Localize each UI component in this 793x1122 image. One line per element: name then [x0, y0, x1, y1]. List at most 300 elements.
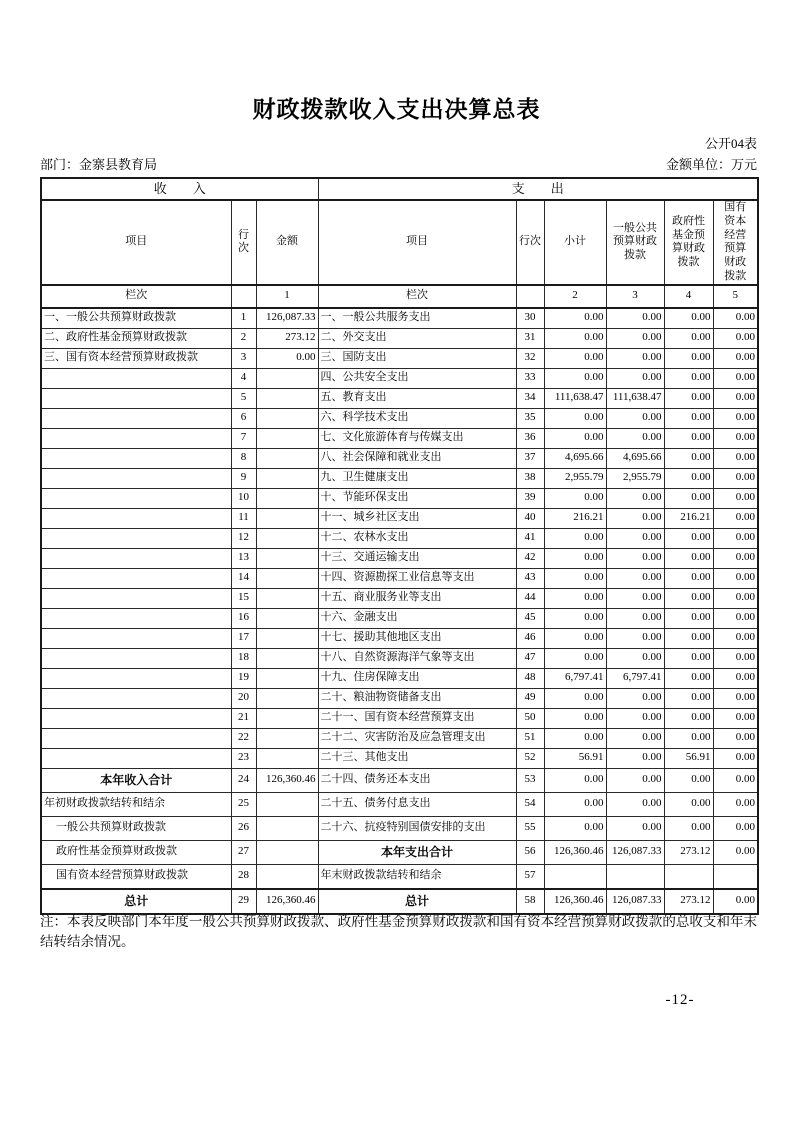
- income-item-cell: [41, 468, 231, 488]
- expense-line-cell: 40: [516, 508, 544, 528]
- income-line-cell: 20: [231, 688, 256, 708]
- expense-general-budget-cell: 0.00: [606, 588, 664, 608]
- income-item-cell: [41, 728, 231, 748]
- expense-line-cell: 55: [516, 816, 544, 840]
- expense-state-capital-cell: 0.00: [713, 428, 758, 448]
- income-line-cell: 14: [231, 568, 256, 588]
- income-line-cell: 29: [231, 889, 256, 914]
- expense-line-cell: 45: [516, 608, 544, 628]
- expense-state-capital-cell: 0.00: [713, 840, 758, 864]
- income-item-cell: [41, 388, 231, 408]
- expense-item-header: 项目: [318, 200, 516, 285]
- income-line-cell: 15: [231, 588, 256, 608]
- table-row: [41, 448, 758, 468]
- expense-govt-fund-cell: 0.00: [664, 308, 713, 329]
- expense-general-budget-cell: 126,087.33: [606, 889, 664, 914]
- income-line-cell: 1: [231, 308, 256, 329]
- expense-govt-fund-cell: 56.91: [664, 748, 713, 768]
- expense-subtotal-cell: 0.00: [544, 368, 606, 388]
- income-item-cell: 一般公共预算财政拨款: [41, 816, 231, 840]
- expense-line-cell: 44: [516, 588, 544, 608]
- income-line-cell: 25: [231, 792, 256, 816]
- income-amount-cell: [256, 864, 318, 889]
- table-row: [41, 348, 758, 368]
- expense-line-cell: 30: [516, 308, 544, 329]
- section-header-row: [41, 178, 758, 200]
- expense-line-cell: 34: [516, 388, 544, 408]
- expense-general-budget-cell: 0.00: [606, 368, 664, 388]
- table-row: [41, 528, 758, 548]
- expense-govt-fund-cell: [664, 864, 713, 889]
- table-row: [41, 792, 758, 816]
- expense-line-cell: 51: [516, 728, 544, 748]
- expense-subtotal-cell: 2,955.79: [544, 468, 606, 488]
- expense-general-budget-cell: 6,797.41: [606, 668, 664, 688]
- expense-govt-fund-cell: 0.00: [664, 328, 713, 348]
- expense-item-cell: 二十二、灾害防治及应急管理支出: [318, 728, 516, 748]
- expense-item-cell: 二十四、债务还本支出: [318, 768, 516, 792]
- expense-state-capital-cell: 0.00: [713, 548, 758, 568]
- expense-subtotal-cell: 0.00: [544, 328, 606, 348]
- income-line-cell: 10: [231, 488, 256, 508]
- expense-general-budget-cell: 126,087.33: [606, 840, 664, 864]
- table-row: [41, 840, 758, 864]
- income-item-cell: [41, 368, 231, 388]
- income-line-cell: 7: [231, 428, 256, 448]
- expense-subtotal-cell: 126,360.46: [544, 889, 606, 914]
- expense-govt-fund-cell: 273.12: [664, 889, 713, 914]
- expense-line-cell: 38: [516, 468, 544, 488]
- expense-line-cell: 58: [516, 889, 544, 914]
- expense-subtotal-cell: 0.00: [544, 792, 606, 816]
- expense-line-cell: 53: [516, 768, 544, 792]
- income-amount-cell: [256, 548, 318, 568]
- expense-general-budget-cell: 0.00: [606, 488, 664, 508]
- expense-govt-fund-cell: 0.00: [664, 768, 713, 792]
- income-line-cell: 21: [231, 708, 256, 728]
- income-amount-cell: 0.00: [256, 348, 318, 368]
- table-row: [41, 468, 758, 488]
- income-line-cell: 3: [231, 348, 256, 368]
- expense-general-budget-cell: 0.00: [606, 308, 664, 329]
- expense-general-budget-cell: 0.00: [606, 608, 664, 628]
- expense-general-budget-cell: 0.00: [606, 708, 664, 728]
- expense-govt-fund-cell: 0.00: [664, 488, 713, 508]
- expense-line-cell: 31: [516, 328, 544, 348]
- expense-state-capital-cell: 0.00: [713, 588, 758, 608]
- expense-general-budget-cell: 0.00: [606, 548, 664, 568]
- income-amount-cell: 126,360.46: [256, 889, 318, 914]
- table-row: [41, 548, 758, 568]
- expense-govt-fund-cell: 0.00: [664, 568, 713, 588]
- note-text: 注：本表反映部门本年度一般公共预算财政拨款、政府性基金预算财政拨款和国有资本经营预算财政拨款的总收支和年末结转结余情况。: [40, 914, 757, 950]
- expense-general-budget-cell: 0.00: [606, 348, 664, 368]
- income-line-cell: 11: [231, 508, 256, 528]
- expense-subtotal-cell: 0.00: [544, 648, 606, 668]
- page-title: 财政拨款收入支出决算总表: [252, 96, 541, 122]
- expense-state-capital-cell: 0.00: [713, 468, 758, 488]
- expense-state-capital-cell: 0.00: [713, 648, 758, 668]
- expense-item-cell: 七、文化旅游体育与传媒支出: [318, 428, 516, 448]
- income-item-cell: [41, 528, 231, 548]
- income-amount-cell: [256, 448, 318, 468]
- income-amount-cell: [256, 792, 318, 816]
- expense-state-capital-cell: 0.00: [713, 708, 758, 728]
- expense-state-capital-cell: 0.00: [713, 792, 758, 816]
- expense-col-no-5: 5: [713, 285, 758, 308]
- expense-govt-fund-cell: 0.00: [664, 348, 713, 368]
- income-line-cell: 13: [231, 548, 256, 568]
- income-item-cell: 本年收入合计: [41, 768, 231, 792]
- income-amount-cell: [256, 648, 318, 668]
- expense-govt-fund-cell: 0.00: [664, 408, 713, 428]
- income-amount-cell: [256, 688, 318, 708]
- expense-subtotal-cell: 0.00: [544, 428, 606, 448]
- expense-general-budget-cell: 111,638.47: [606, 388, 664, 408]
- expense-item-cell: 十一、城乡社区支出: [318, 508, 516, 528]
- expense-item-cell: 二十六、抗疫特别国债安排的支出: [318, 816, 516, 840]
- income-amount-cell: [256, 748, 318, 768]
- income-amount-cell: [256, 508, 318, 528]
- income-amount-cell: [256, 428, 318, 448]
- expense-general-budget-cell: 0.00: [606, 792, 664, 816]
- income-line-cell: 12: [231, 528, 256, 548]
- income-amount-cell: [256, 488, 318, 508]
- table-row: [41, 588, 758, 608]
- income-amount-cell: [256, 708, 318, 728]
- expense-general-budget-cell: 0.00: [606, 688, 664, 708]
- expense-item-cell: 三、国防支出: [318, 348, 516, 368]
- expense-state-capital-cell: 0.00: [713, 889, 758, 914]
- table-row: [41, 668, 758, 688]
- table-row: [41, 889, 758, 914]
- expense-state-capital-cell: 0.00: [713, 528, 758, 548]
- income-item-cell: [41, 668, 231, 688]
- expense-item-cell: 八、社会保障和就业支出: [318, 448, 516, 468]
- expense-general-budget-cell: 2,955.79: [606, 468, 664, 488]
- income-item-cell: [41, 548, 231, 568]
- income-line-header: 行次: [231, 200, 256, 285]
- expense-item-cell: 十六、金融支出: [318, 608, 516, 628]
- expense-state-capital-cell: 0.00: [713, 508, 758, 528]
- expense-subtotal-cell: 0.00: [544, 348, 606, 368]
- table-row: [41, 508, 758, 528]
- income-col-no: 1: [256, 285, 318, 308]
- table-row: [41, 688, 758, 708]
- expense-item-cell: 二十、粮油物资储备支出: [318, 688, 516, 708]
- table-row: [41, 648, 758, 668]
- expense-govt-fund-cell: 0.00: [664, 388, 713, 408]
- expense-subtotal-cell: 0.00: [544, 568, 606, 588]
- summary-table: [40, 177, 759, 915]
- income-item-cell: 政府性基金预算财政拨款: [41, 840, 231, 864]
- expense-line-cell: 35: [516, 408, 544, 428]
- form-number: 公开04表: [704, 136, 757, 151]
- table-body: [41, 308, 758, 914]
- expense-govt-fund-cell: 0.00: [664, 628, 713, 648]
- expense-general-budget-cell: 0.00: [606, 768, 664, 792]
- expense-line-cell: 54: [516, 792, 544, 816]
- table-row: [41, 368, 758, 388]
- income-item-cell: [41, 748, 231, 768]
- expense-item-cell: 九、卫生健康支出: [318, 468, 516, 488]
- expense-line-cell: 46: [516, 628, 544, 648]
- column-header-row: [41, 200, 758, 285]
- expense-govt-fund-cell: 0.00: [664, 528, 713, 548]
- expense-state-capital-cell: 0.00: [713, 748, 758, 768]
- table-row: [41, 608, 758, 628]
- expense-subtotal-cell: 0.00: [544, 608, 606, 628]
- table-row: [41, 728, 758, 748]
- expense-general-budget-cell: 0.00: [606, 568, 664, 588]
- income-lanci-line: [231, 285, 256, 308]
- income-section-header: 收 入: [41, 178, 318, 200]
- expense-subtotal-cell: 111,638.47: [544, 388, 606, 408]
- expense-subtotal-cell: 0.00: [544, 728, 606, 748]
- expense-state-capital-cell: 0.00: [713, 728, 758, 748]
- expense-col-no-2: 2: [544, 285, 606, 308]
- income-amount-cell: [256, 368, 318, 388]
- income-amount-cell: [256, 528, 318, 548]
- income-item-cell: [41, 408, 231, 428]
- expense-line-cell: 56: [516, 840, 544, 864]
- unit-label: 金额单位：万元: [665, 157, 757, 172]
- income-item-cell: [41, 428, 231, 448]
- income-item-cell: 一、一般公共预算财政拨款: [41, 308, 231, 329]
- income-lanci-label: 栏次: [41, 285, 231, 308]
- income-line-cell: 17: [231, 628, 256, 648]
- expense-govt-fund-cell: 0.00: [664, 428, 713, 448]
- income-line-cell: 28: [231, 864, 256, 889]
- expense-state-capital-cell: 0.00: [713, 308, 758, 329]
- expense-item-cell: 六、科学技术支出: [318, 408, 516, 428]
- general-budget-header: 一般公共预算财政拨款: [606, 200, 664, 285]
- expense-govt-fund-cell: 0.00: [664, 816, 713, 840]
- expense-general-budget-cell: 0.00: [606, 508, 664, 528]
- expense-subtotal-header: 小计: [544, 200, 606, 285]
- expense-general-budget-cell: 0.00: [606, 428, 664, 448]
- expense-subtotal-cell: 126,360.46: [544, 840, 606, 864]
- income-line-cell: 6: [231, 408, 256, 428]
- income-line-cell: 4: [231, 368, 256, 388]
- income-amount-cell: [256, 408, 318, 428]
- income-amount-cell: [256, 568, 318, 588]
- income-item-cell: [41, 608, 231, 628]
- expense-lanci-line: [516, 285, 544, 308]
- expense-subtotal-cell: 0.00: [544, 816, 606, 840]
- table-row: [41, 328, 758, 348]
- income-amount-cell: [256, 628, 318, 648]
- expense-item-cell: 五、教育支出: [318, 388, 516, 408]
- expense-state-capital-cell: 0.00: [713, 368, 758, 388]
- expense-line-cell: 42: [516, 548, 544, 568]
- expense-general-budget-cell: 0.00: [606, 648, 664, 668]
- income-item-cell: [41, 508, 231, 528]
- govt-fund-header: 政府性基金预算财政拨款: [664, 200, 713, 285]
- expense-item-cell: 十九、住房保障支出: [318, 668, 516, 688]
- income-amount-cell: 126,360.46: [256, 768, 318, 792]
- income-amount-cell: [256, 588, 318, 608]
- expense-govt-fund-cell: 273.12: [664, 840, 713, 864]
- expense-line-cell: 47: [516, 648, 544, 668]
- income-item-cell: [41, 488, 231, 508]
- expense-item-cell: 十五、商业服务业等支出: [318, 588, 516, 608]
- expense-state-capital-cell: 0.00: [713, 488, 758, 508]
- expense-line-header: 行次: [516, 200, 544, 285]
- expense-item-cell: 四、公共安全支出: [318, 368, 516, 388]
- income-item-cell: 总计: [41, 889, 231, 914]
- expense-line-cell: 41: [516, 528, 544, 548]
- income-line-cell: 22: [231, 728, 256, 748]
- income-item-cell: 二、政府性基金预算财政拨款: [41, 328, 231, 348]
- income-line-cell: 5: [231, 388, 256, 408]
- expense-line-cell: 36: [516, 428, 544, 448]
- income-item-cell: [41, 448, 231, 468]
- expense-line-cell: 33: [516, 368, 544, 388]
- expense-subtotal-cell: 56.91: [544, 748, 606, 768]
- expense-item-cell: 年末财政拨款结转和结余: [318, 864, 516, 889]
- page-number: -12-: [665, 992, 695, 1008]
- expense-state-capital-cell: 0.00: [713, 388, 758, 408]
- expense-general-budget-cell: 0.00: [606, 728, 664, 748]
- expense-govt-fund-cell: 0.00: [664, 608, 713, 628]
- income-line-cell: 9: [231, 468, 256, 488]
- expense-subtotal-cell: 0.00: [544, 708, 606, 728]
- table-row: [41, 568, 758, 588]
- expense-state-capital-cell: 0.00: [713, 328, 758, 348]
- expense-govt-fund-cell: 216.21: [664, 508, 713, 528]
- expense-subtotal-cell: 0.00: [544, 628, 606, 648]
- expense-line-cell: 48: [516, 668, 544, 688]
- expense-subtotal-cell: 4,695.66: [544, 448, 606, 468]
- table-row: [41, 428, 758, 448]
- expense-line-cell: 32: [516, 348, 544, 368]
- income-item-cell: [41, 688, 231, 708]
- expense-item-cell: 一、一般公共服务支出: [318, 308, 516, 329]
- state-capital-header: 国有资本经营预算财政拨款: [713, 200, 758, 285]
- expense-govt-fund-cell: 0.00: [664, 368, 713, 388]
- table-row: [41, 816, 758, 840]
- expense-state-capital-cell: 0.00: [713, 568, 758, 588]
- income-line-cell: 8: [231, 448, 256, 468]
- expense-govt-fund-cell: 0.00: [664, 588, 713, 608]
- expense-govt-fund-cell: 0.00: [664, 668, 713, 688]
- expense-item-cell: 十七、援助其他地区支出: [318, 628, 516, 648]
- expense-section-header: 支 出: [318, 178, 758, 200]
- table-row: [41, 748, 758, 768]
- income-line-cell: 19: [231, 668, 256, 688]
- expense-state-capital-cell: 0.00: [713, 768, 758, 792]
- expense-subtotal-cell: 0.00: [544, 488, 606, 508]
- expense-state-capital-cell: 0.00: [713, 408, 758, 428]
- income-line-cell: 18: [231, 648, 256, 668]
- income-line-cell: 24: [231, 768, 256, 792]
- expense-subtotal-cell: 0.00: [544, 528, 606, 548]
- table-row: [41, 864, 758, 889]
- expense-govt-fund-cell: 0.00: [664, 728, 713, 748]
- expense-general-budget-cell: 0.00: [606, 528, 664, 548]
- expense-line-cell: 39: [516, 488, 544, 508]
- expense-general-budget-cell: [606, 864, 664, 889]
- expense-general-budget-cell: 0.00: [606, 408, 664, 428]
- table-row: [41, 488, 758, 508]
- income-amount-cell: [256, 468, 318, 488]
- expense-line-cell: 52: [516, 748, 544, 768]
- expense-govt-fund-cell: 0.00: [664, 708, 713, 728]
- income-item-cell: 国有资本经营预算财政拨款: [41, 864, 231, 889]
- expense-subtotal-cell: 0.00: [544, 768, 606, 792]
- expense-line-cell: 49: [516, 688, 544, 708]
- expense-subtotal-cell: 216.21: [544, 508, 606, 528]
- expense-govt-fund-cell: 0.00: [664, 468, 713, 488]
- expense-line-cell: 57: [516, 864, 544, 889]
- table-row: [41, 708, 758, 728]
- income-item-cell: [41, 568, 231, 588]
- income-line-cell: 16: [231, 608, 256, 628]
- column-index-row: [41, 285, 758, 308]
- expense-state-capital-cell: 0.00: [713, 628, 758, 648]
- income-amount-cell: 126,087.33: [256, 308, 318, 329]
- income-amount-cell: [256, 840, 318, 864]
- expense-state-capital-cell: 0.00: [713, 608, 758, 628]
- department-label: 部门：金寨县教育局: [40, 157, 158, 172]
- expense-govt-fund-cell: 0.00: [664, 792, 713, 816]
- expense-general-budget-cell: 0.00: [606, 748, 664, 768]
- expense-col-no-3: 3: [606, 285, 664, 308]
- expense-state-capital-cell: 0.00: [713, 668, 758, 688]
- expense-item-cell: 二十五、债务付息支出: [318, 792, 516, 816]
- expense-subtotal-cell: 0.00: [544, 308, 606, 329]
- expense-state-capital-cell: 0.00: [713, 448, 758, 468]
- expense-subtotal-cell: [544, 864, 606, 889]
- expense-subtotal-cell: 0.00: [544, 548, 606, 568]
- table-row: [41, 768, 758, 792]
- expense-lanci-label: 栏次: [318, 285, 516, 308]
- expense-item-cell: 十四、资源勘探工业信息等支出: [318, 568, 516, 588]
- income-item-cell: 年初财政拨款结转和结余: [41, 792, 231, 816]
- expense-line-cell: 43: [516, 568, 544, 588]
- expense-state-capital-cell: 0.00: [713, 688, 758, 708]
- expense-item-cell: 十、节能环保支出: [318, 488, 516, 508]
- income-line-cell: 2: [231, 328, 256, 348]
- expense-item-cell: 二十三、其他支出: [318, 748, 516, 768]
- expense-line-cell: 37: [516, 448, 544, 468]
- expense-item-cell: 十三、交通运输支出: [318, 548, 516, 568]
- expense-govt-fund-cell: 0.00: [664, 688, 713, 708]
- expense-govt-fund-cell: 0.00: [664, 448, 713, 468]
- expense-general-budget-cell: 0.00: [606, 816, 664, 840]
- expense-item-cell: 总计: [318, 889, 516, 914]
- expense-subtotal-cell: 0.00: [544, 408, 606, 428]
- income-line-cell: 27: [231, 840, 256, 864]
- income-item-cell: [41, 708, 231, 728]
- income-amount-cell: [256, 816, 318, 840]
- expense-state-capital-cell: 0.00: [713, 816, 758, 840]
- expense-govt-fund-cell: 0.00: [664, 548, 713, 568]
- income-amount-cell: [256, 668, 318, 688]
- income-item-cell: 三、国有资本经营预算财政拨款: [41, 348, 231, 368]
- expense-item-cell: 二十一、国有资本经营预算支出: [318, 708, 516, 728]
- expense-item-cell: 二、外交支出: [318, 328, 516, 348]
- income-amount-cell: [256, 388, 318, 408]
- expense-item-cell: 本年支出合计: [318, 840, 516, 864]
- income-item-cell: [41, 628, 231, 648]
- table-row: [41, 628, 758, 648]
- table-row: [41, 308, 758, 329]
- income-amount-cell: 273.12: [256, 328, 318, 348]
- expense-subtotal-cell: 6,797.41: [544, 668, 606, 688]
- table-row: [41, 388, 758, 408]
